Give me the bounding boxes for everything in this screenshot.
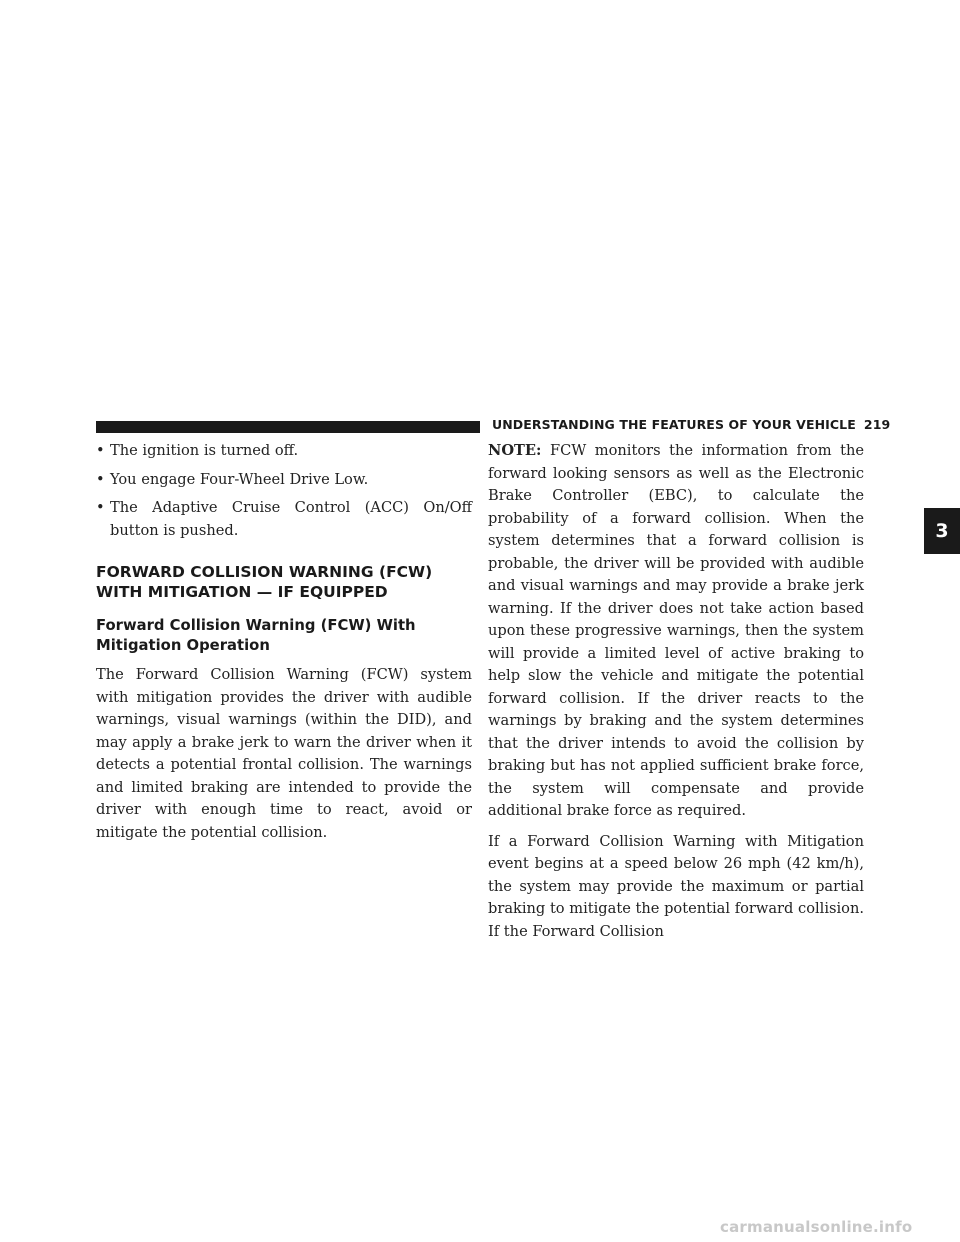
header-rule	[96, 421, 480, 433]
note-text: FCW monitors the information from the forward looking sensors as well as the Electronic Brake Controller (EBC), to calculate the probability of a forward collision. When the system determines that a forward collision is probable, the driver will be provided with audible and visual warnings and may provide a brake jerk warning. If the driver does not take action based upon these progressive warnings, then the system will provide a limited level of active braking to help slow the vehicle and mitigate the potential forward collision. If the driver reacts to the warnings by braking and the system determines that the driver intends to avoid the collision by braking but has not applied sufficient brake force, the system will compensate and provide additional brake force as required.	[488, 442, 864, 819]
note-paragraph	[488, 440, 864, 823]
list-item	[96, 440, 472, 463]
body-paragraph: If a Forward Collision Warning with Mitigation event begins at a speed below 26 mph (42 km/h), the system may provide the maximum or partial braking to mitigate the potential forward collision. If the Forward Collision	[488, 832, 864, 940]
list-item-text: You engage Four-Wheel Drive Low.	[110, 470, 369, 488]
list-item	[96, 469, 472, 492]
bullet-icon: •	[96, 442, 105, 459]
list-item-text: The Adaptive Cruise Control (ACC) On/Off button is pushed.	[110, 499, 472, 539]
bullet-icon: •	[96, 470, 105, 488]
left-column	[96, 440, 472, 844]
page-number: 219	[863, 417, 891, 432]
watermark: carmanualsonline.info	[720, 1218, 913, 1236]
subsection-heading: Forward Collision Warning (FCW) With Mitigation Operation	[96, 617, 416, 654]
body-paragraph: The Forward Collision Warning (FCW) system with mitigation provides the driver with audible warnings, visual warnings (within the DID), and may apply a brake jerk to warn the driver when it detects a potential frontal collision. The warnings and limited braking are intended to provide the driver with enough time to react, avoid or mitigate the potential collision.	[96, 666, 472, 841]
list-item	[96, 497, 472, 542]
list-item-text: The ignition is turned off.	[110, 442, 299, 459]
right-column	[488, 440, 864, 943]
section-heading: FORWARD COLLISION WARNING (FCW) WITH MITIGATION — IF EQUIPPED	[96, 563, 433, 601]
running-header	[492, 417, 891, 432]
chapter-tab: 3	[924, 508, 960, 554]
bullet-icon: •	[96, 499, 105, 516]
section-title: UNDERSTANDING THE FEATURES OF YOUR VEHICLE	[492, 417, 856, 432]
note-label: NOTE:	[488, 442, 542, 459]
